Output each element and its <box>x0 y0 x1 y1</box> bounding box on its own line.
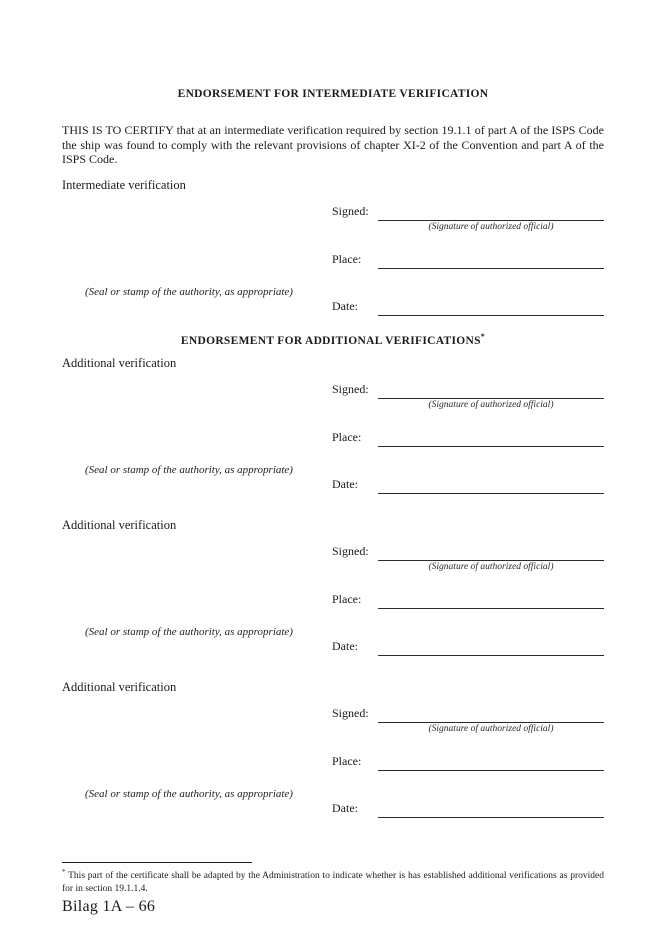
date-label: Date: <box>332 298 358 313</box>
verification-block-additional-1 <box>62 356 604 492</box>
date-line <box>378 805 604 818</box>
date-label: Date: <box>332 801 358 816</box>
signed-label: Signed: <box>332 203 369 218</box>
signed-line <box>378 208 604 221</box>
signed-row <box>62 544 604 559</box>
signature-caption: (Signature of authorized official) <box>428 562 554 573</box>
block-heading: Additional verification <box>62 518 177 533</box>
section2-title-text: ENDORSEMENT FOR ADDITIONAL VERIFICATIONS <box>180 334 481 347</box>
verification-block-intermediate <box>62 178 604 314</box>
signed-row <box>62 204 604 219</box>
signed-label: Signed: <box>332 544 369 559</box>
place-line <box>378 256 604 269</box>
verification-block-additional-2 <box>62 518 604 654</box>
place-row <box>62 592 604 607</box>
footnote-marker: * <box>480 331 486 341</box>
place-line <box>378 434 604 447</box>
block-heading: Additional verification <box>62 680 177 695</box>
date-row <box>62 801 604 816</box>
place-row <box>62 754 604 769</box>
seal-note: (Seal or stamp of the authority, as appropriate) <box>85 788 293 801</box>
date-line <box>378 481 604 494</box>
signed-line <box>378 548 604 561</box>
signed-line <box>378 710 604 723</box>
section1-title: ENDORSEMENT FOR INTERMEDIATE VERIFICATION <box>177 88 489 100</box>
block-heading: Intermediate verification <box>62 177 186 192</box>
signed-label: Signed: <box>332 382 369 397</box>
signed-row <box>62 382 604 397</box>
place-line <box>378 596 604 609</box>
seal-note: (Seal or stamp of the authority, as appropriate) <box>85 626 293 639</box>
signed-label: Signed: <box>332 706 369 721</box>
place-line <box>378 758 604 771</box>
date-line <box>378 643 604 656</box>
signature-caption: (Signature of authorized official) <box>428 400 554 411</box>
seal-note: (Seal or stamp of the authority, as appropriate) <box>85 285 293 298</box>
footnote-marker: * <box>62 868 66 877</box>
section2-title <box>62 332 604 347</box>
place-row <box>62 252 604 267</box>
place-label: Place: <box>332 251 362 266</box>
footnote-text: This part of the certificate shall be adapted by the Administration to indicate whether is has established additional verifications as provided for in section 19.1.1.4. <box>62 871 604 895</box>
place-label: Place: <box>332 754 362 769</box>
signed-row <box>62 706 604 721</box>
signature-caption: (Signature of authorized official) <box>428 221 554 232</box>
date-line <box>378 303 604 316</box>
place-label: Place: <box>332 592 362 607</box>
date-label: Date: <box>332 477 358 492</box>
block-heading: Additional verification <box>62 356 177 371</box>
date-row <box>62 477 604 492</box>
place-label: Place: <box>332 430 362 445</box>
verification-block-additional-3 <box>62 680 604 816</box>
footnote-rule <box>62 862 252 863</box>
signed-line <box>378 386 604 399</box>
certify-paragraph: THIS IS TO CERTIFY that at an intermediate verification required by section 19.1.1 of part A of the ISPS Code the ship was found to comply with the relevant provisions of chapter XI-2 of the Convention and part A of the ISPS Code. <box>62 123 604 166</box>
signature-caption: (Signature of authorized official) <box>428 724 554 735</box>
date-row <box>62 639 604 654</box>
page-number-label: Bilag 1A – 66 <box>62 898 156 916</box>
date-row <box>62 299 604 314</box>
footnote <box>62 866 604 896</box>
date-label: Date: <box>332 639 358 654</box>
seal-note: (Seal or stamp of the authority, as appropriate) <box>85 464 293 477</box>
place-row <box>62 430 604 445</box>
